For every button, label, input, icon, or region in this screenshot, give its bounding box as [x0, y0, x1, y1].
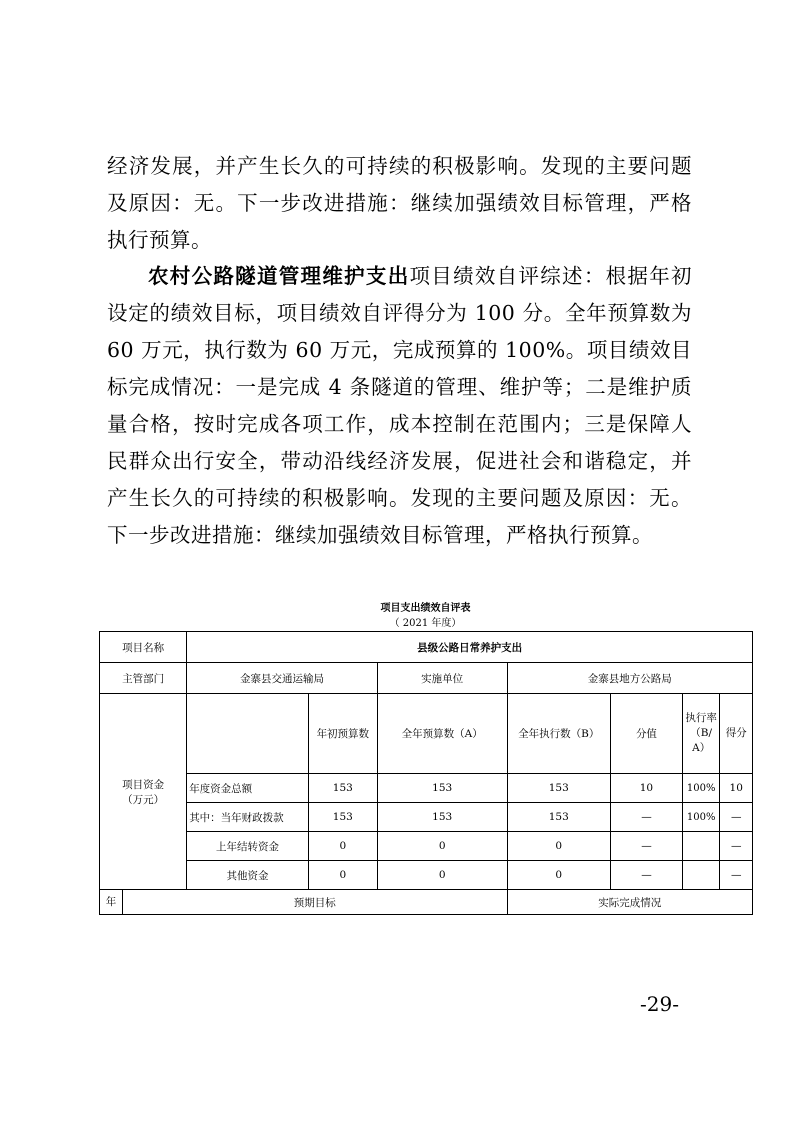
row-points: —: [610, 803, 682, 832]
row-exec: 153: [507, 774, 610, 803]
header-initial-budget: 年初预算数: [308, 694, 377, 774]
row-label: 其中：当年财政拨款: [187, 803, 309, 832]
row-initial: 153: [308, 774, 377, 803]
table-row: [100, 803, 753, 832]
table-row: [100, 632, 753, 663]
header-score-value: 分值: [610, 694, 682, 774]
row-points: 10: [610, 774, 682, 803]
table-year: （ 2021 年度）: [389, 618, 462, 629]
table-title: 项目支出绩效自评表: [380, 603, 471, 614]
row-rate: [682, 861, 720, 890]
row-score: —: [720, 861, 753, 890]
row-annual: 0: [377, 832, 507, 861]
row-annual: 153: [377, 774, 507, 803]
header-annual-exec: 全年执行数（B）: [507, 694, 610, 774]
expected-goal-cell: [100, 890, 508, 915]
project-summary: 项目绩效自评综述：根据年初设定的绩效目标，项目绩效自评得分为 100 分。全年预算数为 60 万元，执行数为 60 万元，完成预算的 100%。项目绩效目标完成情况：一是完成 4 条隧道的管理、维护等；二是维护质量合格，按时完成各项工作，成本控制在范围内；三是保障人民群众出行安全，带动沿线经济发展，促进社会和谐稳定，并产生长久的可持续的积极影响。发现的主要问题及原因：无。下一步改进措施：继续加强绩效目标管理，严格执行预算。: [107, 264, 692, 547]
expected-goal: 预期目标: [293, 896, 336, 909]
row-points: —: [610, 832, 682, 861]
row-score: —: [720, 832, 753, 861]
row-annual: 153: [377, 803, 507, 832]
project-title: 农村公路隧道管理维护支出: [148, 264, 410, 288]
row-initial: 0: [308, 861, 377, 890]
header-exec-rate: 执行率（B/A）: [682, 694, 720, 774]
paragraph-1: 经济发展，并产生长久的可持续的积极影响。发现的主要问题及原因：无。下一步改进措施：继续加强绩效目标管理，严格执行预算。: [107, 154, 692, 252]
row-annual: 0: [377, 861, 507, 890]
header-score: 得分: [720, 694, 753, 774]
table-row: [100, 663, 753, 694]
dept-label: 主管部门: [100, 663, 187, 694]
row-exec: 0: [507, 832, 610, 861]
impl-label: 实施单位: [377, 663, 507, 694]
project-name-label: 项目名称: [100, 632, 187, 663]
funds-label: [100, 694, 187, 890]
row-exec: 0: [507, 861, 610, 890]
table-row: [100, 890, 753, 915]
project-name-value: 县级公路日常养护支出: [187, 632, 753, 663]
row-score: 10: [720, 774, 753, 803]
impl-value: 金寨县地方公路局: [507, 663, 752, 694]
row-label: 上年结转资金: [187, 832, 309, 861]
paragraph-2: [107, 258, 692, 554]
row-initial: 0: [308, 832, 377, 861]
empty-header-cell: [187, 694, 309, 774]
row-exec: 153: [507, 803, 610, 832]
table-row: [100, 861, 753, 890]
table-row: [100, 832, 753, 861]
dept-value: 金寨县交通运输局: [187, 663, 378, 694]
row-score: —: [720, 803, 753, 832]
row-rate: 100%: [682, 774, 720, 803]
row-label: 年度资金总额: [187, 774, 309, 803]
goal-prefix: 年: [100, 890, 123, 914]
funds-label-line-2: （万元）: [122, 793, 165, 806]
row-initial: 153: [308, 803, 377, 832]
row-points: —: [610, 861, 682, 890]
evaluation-table: [99, 631, 753, 915]
row-rate: 100%: [682, 803, 720, 832]
actual-completion: 实际完成情况: [507, 890, 752, 915]
page-number: -29-: [640, 992, 679, 1016]
funds-label-line-1: 项目资金: [122, 778, 165, 791]
table-header-row: [100, 694, 753, 774]
table-row: [100, 774, 753, 803]
header-annual-budget: 全年预算数（A）: [377, 694, 507, 774]
row-label: 其他资金: [187, 861, 309, 890]
row-rate: [682, 832, 720, 861]
